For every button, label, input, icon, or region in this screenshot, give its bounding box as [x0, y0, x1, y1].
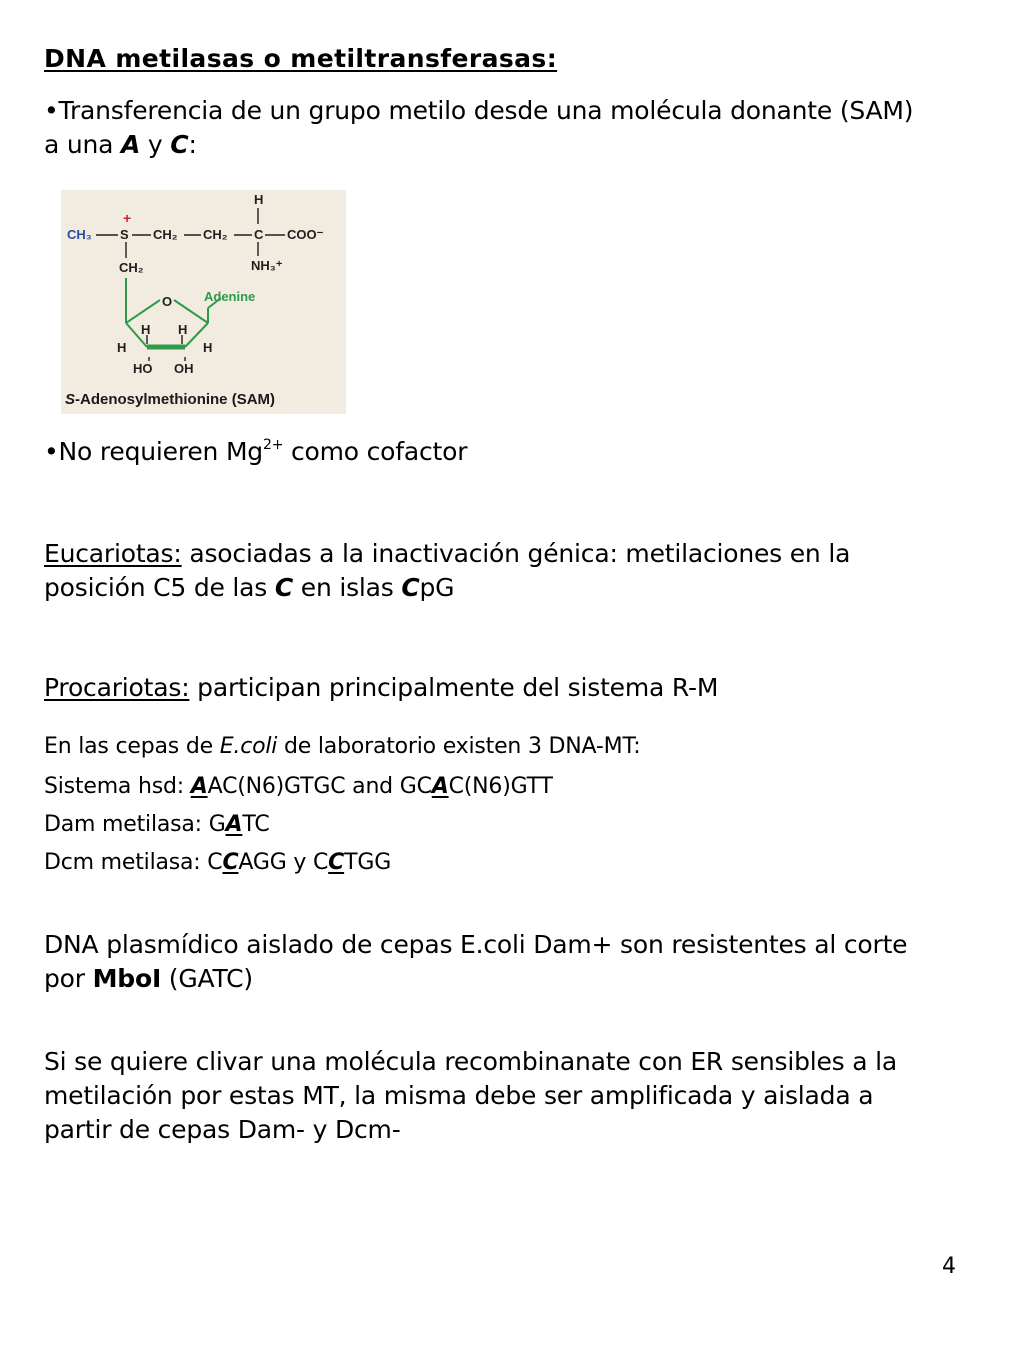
dcm-methylase-line: Dcm metilasa: CCAGG y CCTGG — [44, 850, 392, 875]
bullet-no-magnesium: •No requieren $Mg^{2+}$ como cofactor — [44, 437, 468, 466]
alpha-hydrogen: H — [254, 192, 264, 207]
ecoli-intro: En las cepas de E.coli de laboratorio existen 3 DNA-MT: — [44, 734, 641, 759]
sam-structure-figure — [61, 190, 346, 414]
ring-hydrogen-1: H — [141, 322, 151, 337]
sulfonium-charge: + — [123, 210, 132, 226]
cleavage-paragraph: Si se quiere clivar una molécula recombinanate con ER sensibles a la metilación por estas MT, la misma debe ser amplificada y aislada a partir de cepas Dam- y Dcm- — [44, 1047, 897, 1144]
prokaryotes-paragraph: Procariotas: participan principalmente del sistema R-M — [44, 673, 719, 702]
methylene-ribose: CH₂ — [119, 260, 144, 275]
sulfur-atom: S — [120, 227, 129, 242]
plasmid-paragraph: DNA plasmídico aislado de cepas E.coli Dam+ son resistentes al corte por MboI (GATC) — [44, 930, 908, 993]
methylene-2: CH₂ — [203, 227, 228, 242]
page-number: 4 — [942, 1254, 956, 1279]
bullet-sam-transfer: •Transferencia de un grupo metilo desde una molécula donante (SAM) a una A y C: — [44, 96, 914, 159]
hsd-system-line: Sistema hsd: AAC(N6)GTGC and GCAC(N6)GTT — [44, 774, 553, 799]
ring-oxygen: O — [162, 294, 173, 309]
adenine-label: Adenine — [204, 289, 256, 304]
page-title: DNA metilasas o metiltransferasas: — [44, 44, 558, 73]
eukaryotes-paragraph: Eucariotas: asociadas a la inactivación génica: metilaciones en la posición C5 de las C en islas CpG — [44, 539, 851, 602]
dam-methylase-line: Dam metilasa: GATC — [44, 812, 270, 837]
hydroxyl-2: HO — [133, 361, 153, 376]
alpha-carbon: C — [254, 227, 264, 242]
methylene-1: CH₂ — [153, 227, 178, 242]
figure-caption: S-Adenosylmethionine (SAM) — [65, 391, 276, 408]
ring-hydrogen-3: H — [117, 340, 127, 355]
amino-group: NH₃⁺ — [251, 258, 283, 273]
methyl-group-label: CH₃ — [67, 227, 92, 242]
ring-hydrogen-2: H — [178, 322, 188, 337]
carboxylate: COO⁻ — [287, 227, 324, 242]
ring-hydrogen-4: H — [203, 340, 213, 355]
hydroxyl-3: OH — [174, 361, 194, 376]
